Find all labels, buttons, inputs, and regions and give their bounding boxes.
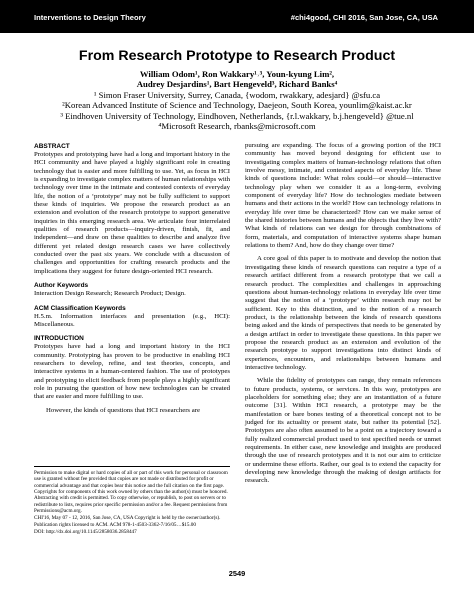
introduction-paragraph-1: Prototypes have had a long and important history in the HCI community. Prototyping has proven to be productive in enabling HCI researchers to develop, refine, and test theories, concepts, and interactive systems in a human-centered fashion. The use of prototypes and prototyping to elicit feedback from people plays a highly significant role in pursuing the question of how new technologies can be created that are easier and more fulfilling to use. bbox=[34, 343, 230, 401]
affiliation-2: ²Korean Advanced Institute of Science and Technology, Daejeon, South Korea, younlim@kaist.ac.kr bbox=[62, 100, 412, 111]
abstract-heading: ABSTRACT bbox=[34, 143, 70, 150]
page-number: 2549 bbox=[228, 569, 246, 578]
affiliation-3: ³ Eindhoven University of Technology, Eindhoven, Netherlands, {r.l.wakkary, b.j.hengeveld} @tue.nl bbox=[60, 110, 414, 121]
left-column bbox=[34, 142, 230, 420]
introduction-heading: INTRODUCTION bbox=[34, 335, 84, 343]
acm-text: H.5.m. Information interfaces and presentation (e.g., HCI): Miscellaneous. bbox=[34, 312, 230, 328]
affiliation-1: ¹ Simon Fraser University, Surrey, Canada, {wodom, rwakkary, adesjard} @sfu.ca bbox=[93, 89, 381, 100]
header-track-name: Interventions to Design Theory bbox=[34, 13, 146, 22]
body-paragraph-3: While the fidelity of prototypes can range, they remain references to future products, systems, or services. In this way, prototypes are placeholders for something else; they are an instantiation of a future outcome [31]. Within HCI research, a prototype may be the manifestation or bare bones testing of a theoretical concept not to be judged for its actuality or present state, but rather its potential [52]. Prototypes are also often assumed to be a point on a trajectory toward a fully realized commercial product used to test specified needs or unmet requirements. In either case, new knowledge and insights are produced through the use of research prototypes and it is not our aim to criticize or undermine these efforts. Rather, our goal is to extend the capacity for developing new knowledge through the making of design artifacts for research. bbox=[245, 377, 441, 485]
copyright-notice: CHI'16, May 07 - 12, 2016, San Jose, CA, USA Copyright is held by the owner/author(s). Publication rights licensed to ACM. ACM 978-1-4503-3362-7/16/05…$15.00 bbox=[34, 515, 221, 528]
author-block bbox=[0, 69, 474, 131]
author-names-line-1: William Odom¹, Ron Wakkary¹˒³, Youn-kyung Lim², bbox=[139, 69, 335, 79]
copyright-footnote bbox=[34, 466, 230, 536]
permission-notice: Permission to make digital or hard copies of all or part of this work for personal or classroom use is granted without fee provided that copies are not made or distributed for profit or commercial advantage and that copies bear this notice and the full citation on the first page. Copyrights for components of this work owned by others than the author(s) must be honored. Abstracting with credit is permitted. To copy otherwise, or republish, to post on servers or to redistribute to lists, requires prior specific permission and/or a fee. Request permissions from Permissions@acm.org. bbox=[34, 470, 228, 515]
abstract-text: Prototypes and prototyping have had a long and important history in the HCI community and have played a highly significant role in creating technology that is easier and more fulfilling to use. Yet, as focus in HCI is expanding to investigate complex matters of human relationships with technology over time in the intimate and contested contexts of everyday life, the notion of a ‘prototype’ may not be fully sufficient to support these kinds of inquiries. We propose the research product as an extension and evolution of the research prototype to support generative inquiries in this emerging research area. We articulate four interrelated qualities of research products—inquiry-driven, finish, fit, and independent—and draw on these qualities to describe and analyze five different yet related design research cases we have collectively conducted over the past six years. We conclude with a discussion of challenges and opportunities for crafting research products and the implications they suggest for future design-oriented HCI research. bbox=[34, 151, 230, 275]
right-column bbox=[245, 142, 441, 491]
acm-heading: ACM Classification Keywords bbox=[34, 304, 126, 312]
paper-title: From Research Prototype to Research Product bbox=[78, 48, 396, 64]
introduction-paragraph-2: However, the kinds of questions that HCI researchers are bbox=[46, 406, 200, 414]
body-paragraph-2: A core goal of this paper is to motivate and develop the notion that investigating these kinds of research questions can require a type of a research artifact different from a research prototype that we call a research product. The complexities and challenges in approaching questions about human-technology relations in everyday life over time suggest that the notion of a ‘prototype’ within research may not be sufficient. Key to this distinction, and to the notion of a research product, is the relationship between the kinds of research questions being asked and the kinds of perspectives that needs to be generated by a design artifact in order to investigate these questions. In this paper we propose the research product as an extension and evolution of the research prototype to support investigations into distinct kinds of experiences, encounters, and relationships between humans and interactive technology. bbox=[245, 255, 441, 371]
footnote-rule bbox=[34, 466, 230, 467]
header-conference: #chi4good, CHI 2016, San Jose, CA, USA bbox=[290, 13, 438, 22]
keywords-text: Interaction Design Research; Research Product; Design. bbox=[34, 290, 186, 298]
keywords-heading: Author Keywords bbox=[34, 282, 89, 290]
running-header bbox=[0, 0, 474, 33]
doi-link[interactable]: DOI: http://dx.doi.org/10.1145/2858036.2858447 bbox=[34, 529, 137, 536]
body-paragraph-1: pursuing are expanding. The focus of a growing portion of the HCI community has moved beyond designing for efficient use to investigating complex matters of human-technology relations that often involve messy, intimate, and contested aspects of everyday life. These kinds of questions include: What roles could—or should—interactive technology play when we consider it as a long-term, evolving component of everyday life? How do technologies mediate between humans and their actions in the world? How can technology relations in everyday life over time be characterized? How can we make sense of the shared histories between humans and the objects that they live with? What kinds of relations can we design for through combinations of form, materials, and computation of interactive systems shape human relations to them? And, how do they change over time? bbox=[245, 142, 441, 250]
author-names-line-2: Audrey Desjardins¹, Bart Hengeveld³, Richard Banks⁴ bbox=[136, 79, 338, 90]
affiliation-4: ⁴Microsoft Research, rbanks@microsoft.com bbox=[158, 121, 316, 132]
